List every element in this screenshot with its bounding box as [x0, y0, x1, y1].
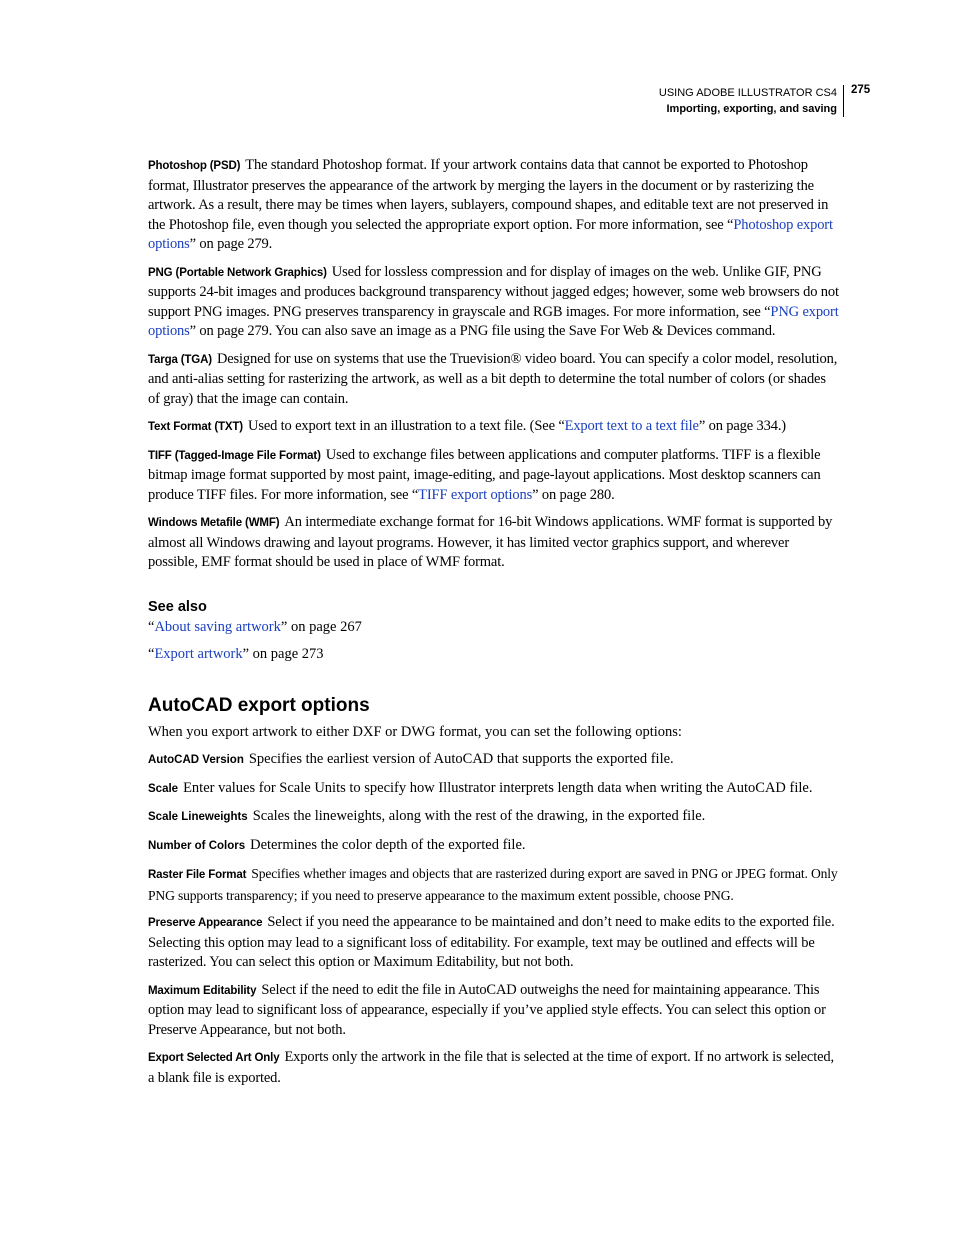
option-term: Export Selected Art Only	[148, 1052, 280, 1064]
option-entry-scale	[148, 779, 840, 800]
option-text: Exports only the artwork in the file that is selected at the time of export. If no artwork is selected, a blank file is exported.	[148, 1049, 834, 1086]
xref-link-about-saving-artwork[interactable]: About saving artwork	[154, 618, 281, 635]
format-text: Designed for use on systems that use the Truevision® video board. You can specify a color model, resolution, and anti-alias setting for rasterizing the artwork, as well as a bit depth to determine the total number of colors (or shades of gray) that the image can contain.	[148, 350, 838, 407]
option-entry-export-selected-art-only	[148, 1048, 840, 1088]
format-term: PNG (Portable Network Graphics)	[148, 266, 327, 279]
format-entry-tiff	[148, 446, 840, 506]
format-text-after: ” on page 280.	[532, 486, 615, 503]
format-entry-psd	[148, 156, 840, 255]
format-term: TIFF (Tagged-Image File Format)	[148, 449, 321, 462]
option-text: Scales the lineweights, along with the rest of the drawing, in the exported file.	[252, 808, 706, 824]
xref-link-photoshop-export-options[interactable]: Photoshop export options	[148, 216, 833, 252]
format-entry-tga	[148, 350, 840, 410]
quote-open: “	[148, 618, 155, 635]
format-entry-txt	[148, 417, 840, 438]
option-text: Select if the need to edit the file in AutoCAD outweighs the need for maintaining appearance. This option may lead to significant loss of appearance, especially if you’ve applied style effects. You can select this option or Preserve Appearance, but not both.	[148, 981, 826, 1038]
format-term: Targa (TGA)	[148, 353, 212, 366]
xref-link-tiff-export-options[interactable]: TIFF export options	[418, 486, 533, 503]
option-term: Number of Colors	[148, 839, 246, 852]
option-term: Scale Lineweights	[148, 811, 248, 823]
format-text: An intermediate exchange format for 16-bit Windows applications. WMF format is supported by almost all Windows drawing and layout programs. However, it has limited vector graphics support, and wherever possible, EMF format should be used in place of WMF format.	[148, 514, 833, 570]
option-entry-scale-lineweights	[148, 807, 840, 828]
format-entry-png	[148, 263, 840, 342]
option-text: Enter values for Scale Units to specify how Illustrator interprets length data when writing the AutoCAD file.	[183, 779, 813, 796]
header-title: USING ADOBE ILLUSTRATOR CS4	[658, 87, 837, 99]
header-subtitle: Importing, exporting, and saving	[666, 103, 837, 115]
format-term: Text Format (TXT)	[148, 421, 243, 433]
option-term: Scale	[148, 782, 179, 795]
running-header	[659, 85, 844, 117]
section-heading-autocad: AutoCAD export options	[148, 694, 370, 716]
format-entry-wmf	[148, 513, 840, 573]
format-term: Windows Metafile (WMF)	[148, 517, 280, 529]
xref-link-export-text[interactable]: Export text to a text file	[564, 418, 699, 434]
xref-link-export-artwork[interactable]: Export artwork	[154, 646, 243, 662]
page-body	[148, 156, 840, 1096]
xref-link-png-export-options[interactable]: PNG export options	[148, 303, 839, 339]
option-term: Maximum Editability	[148, 984, 257, 997]
option-entry-raster-file-format	[148, 864, 840, 905]
option-term: AutoCAD Version	[148, 754, 244, 766]
option-text: Determines the color depth of the exported file.	[250, 836, 526, 853]
format-term: Photoshop (PSD)	[148, 160, 241, 172]
format-text-after: ” on page 279.	[189, 236, 273, 252]
page-number: 275	[851, 84, 871, 96]
option-entry-preserve-appearance	[148, 913, 840, 973]
option-text: Select if you need the appearance to be maintained and don’t need to make edits to the exported file. Selecting this option may lead to a significant loss of editability. For example, text may be outlined and effects will be rasterized. You can select this option or Maximum Editability, but not both.	[148, 914, 835, 970]
see-also-rest: ” on page 267	[280, 618, 362, 635]
see-also-item	[148, 645, 840, 665]
option-text: Specifies whether images and objects that are rasterized during export are saved in PNG or JPEG format. Only PNG supports transparency; if you need to preserve appearance to the maximum extent possible, choose PNG.	[148, 866, 838, 903]
see-also-heading: See also	[148, 598, 207, 615]
quote-open: “	[148, 646, 155, 662]
see-also-item	[148, 618, 840, 638]
option-term: Preserve Appearance	[148, 917, 263, 929]
option-term: Raster File Format	[148, 869, 247, 881]
option-text: Specifies the earliest version of AutoCAD that supports the exported file.	[248, 751, 674, 767]
format-text-after: ” on page 334.)	[698, 418, 786, 434]
see-also-rest: ” on page 273	[242, 646, 324, 662]
section-intro: When you export artwork to either DXF or DWG format, you can set the following options:	[148, 723, 682, 740]
option-entry-number-of-colors	[148, 836, 840, 857]
format-text: Used for lossless compression and for display of images on the web. Unlike GIF, PNG supports 24-bit images and produces background transparency without jagged edges; however, some web browsers do not support PNG images. PNG preserves transparency in grayscale and RGB images. For more information, see “	[148, 263, 839, 320]
format-text: The standard Photoshop format. If your artwork contains data that cannot be exported to Photoshop format, Illustrator preserves the appearance of the artwork by merging the layers in the document or by rasterizing the artwork. As a result, there may be times when layers, sublayers, compound shapes, and editable text are not preserved in the Photoshop file, even though you selected the appropriate export option. For more information, see “	[148, 157, 829, 233]
format-text: Used to exchange files between applications and computer platforms. TIFF is a flexible bitmap image format supported by most paint, image-editing, and page-layout applications. Most desktop scanners can produce TIFF files. For more information, see “	[148, 446, 821, 503]
option-entry-maximum-editability	[148, 981, 840, 1041]
option-entry-autocad-version	[148, 750, 840, 771]
format-text: Used to export text in an illustration to a text file. (See “	[248, 418, 565, 434]
format-text-after: ” on page 279. You can also save an image as a PNG file using the Save For Web & Devices command.	[189, 323, 776, 339]
